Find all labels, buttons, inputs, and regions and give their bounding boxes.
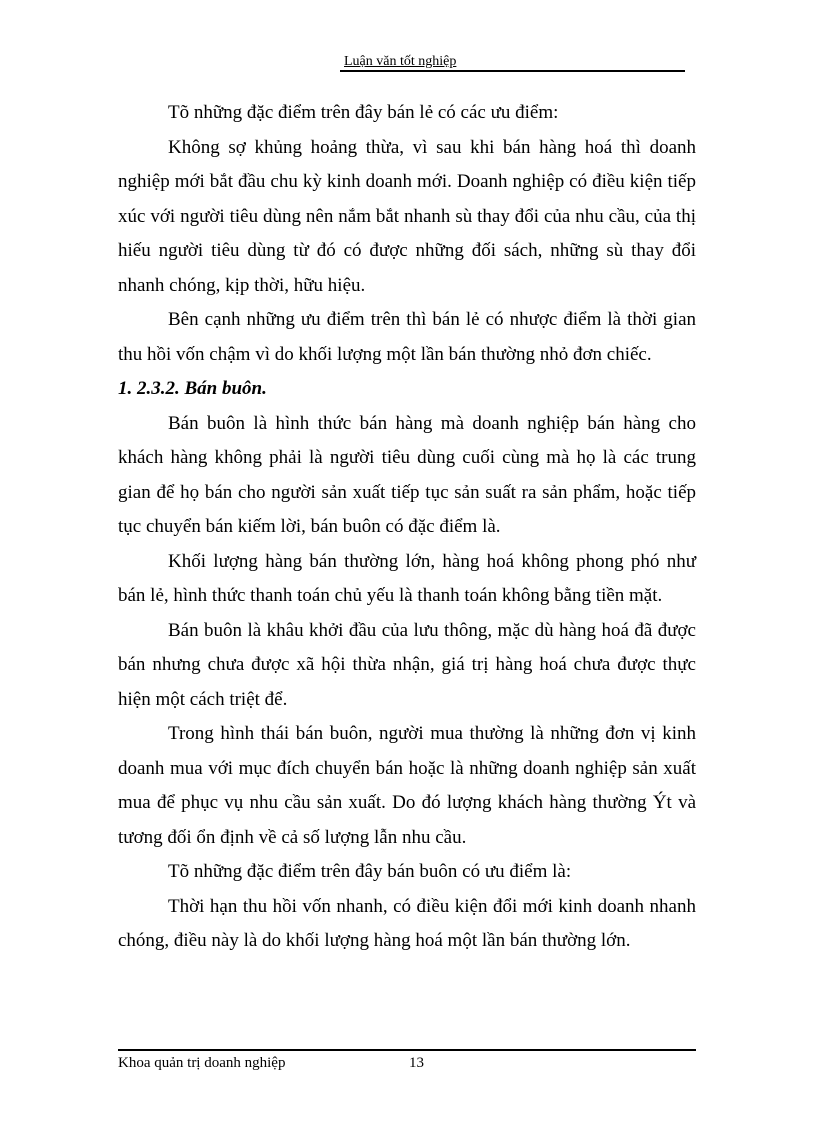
- page-number: 13: [409, 1055, 424, 1071]
- paragraph: Khối lượng hàng bán thường lớn, hàng hoá không phong phó như bán lẻ, hình thức thanh toán chủ yếu là thanh toán không bằng tiền mặt.: [118, 550, 696, 606]
- header-title: Luận văn tốt nghiệp: [344, 54, 457, 69]
- paragraph: Thời hạn thu hồi vốn nhanh, có điều kiện đổi mới kinh doanh nhanh chóng, điều này là do khối lượng hàng hoá một lần bán thường lớn.: [118, 895, 696, 951]
- body-text: [118, 96, 696, 959]
- paragraph: Bán buôn là hình thức bán hàng mà doanh nghiệp bán hàng cho khách hàng không phải là người tiêu dùng cuối cùng mà họ là các trung gian để họ bán cho người sản xuất tiếp tục sản suất ra sản phẩm, hoặc tiếp tục chuyển bán kiếm lời, bán buôn có đặc điểm là.: [118, 412, 696, 537]
- paragraph: Bán buôn là khâu khởi đầu của lưu thông, mặc dù hàng hoá đã được bán nhưng chưa được xã hội thừa nhận, giá trị hàng hoá chưa được thực hiện một cách triệt để.: [118, 619, 696, 710]
- footer-department: Khoa quản trị doanh nghiệp: [118, 1055, 286, 1071]
- page-header: [340, 52, 685, 72]
- paragraph: Không sợ khủng hoảng thừa, vì sau khi bán hàng hoá thì doanh nghiệp mới bắt đầu chu kỳ kinh doanh mới. Doanh nghiệp có điều kiện tiếp xúc với người tiêu dùng nên nắm bắt nhanh sù thay đổi của nhu cầu, của thị hiếu người tiêu dùng từ đó có được những đối sách, những sù thay đổi nhanh chóng, kịp thời, hữu hiệu.: [118, 136, 696, 296]
- section-heading: 1. 2.3.2. Bán buôn.: [118, 378, 267, 399]
- paragraph: Trong hình thái bán buôn, người mua thường là những đơn vị kinh doanh mua với mục đích chuyển bán hoặc là những doanh nghiệp sản xuất mua để phục vụ nhu cầu sản xuất. Do đó lượng khách hàng thường Ýt và tương đối ổn định về cả số lượng lẫn nhu cầu.: [118, 723, 696, 848]
- paragraph: Tõ những đặc điểm trên đây bán lẻ có các ưu điểm:: [168, 102, 559, 123]
- paragraph: Bên cạnh những ưu điểm trên thì bán lẻ có nhược điểm là thời gian thu hồi vốn chậm vì do khối lượng một lần bán thường nhỏ đơn chiếc.: [118, 309, 696, 365]
- footer-rule: [118, 1049, 696, 1051]
- paragraph: Tõ những đặc điểm trên đây bán buôn có ưu điểm là:: [168, 861, 572, 882]
